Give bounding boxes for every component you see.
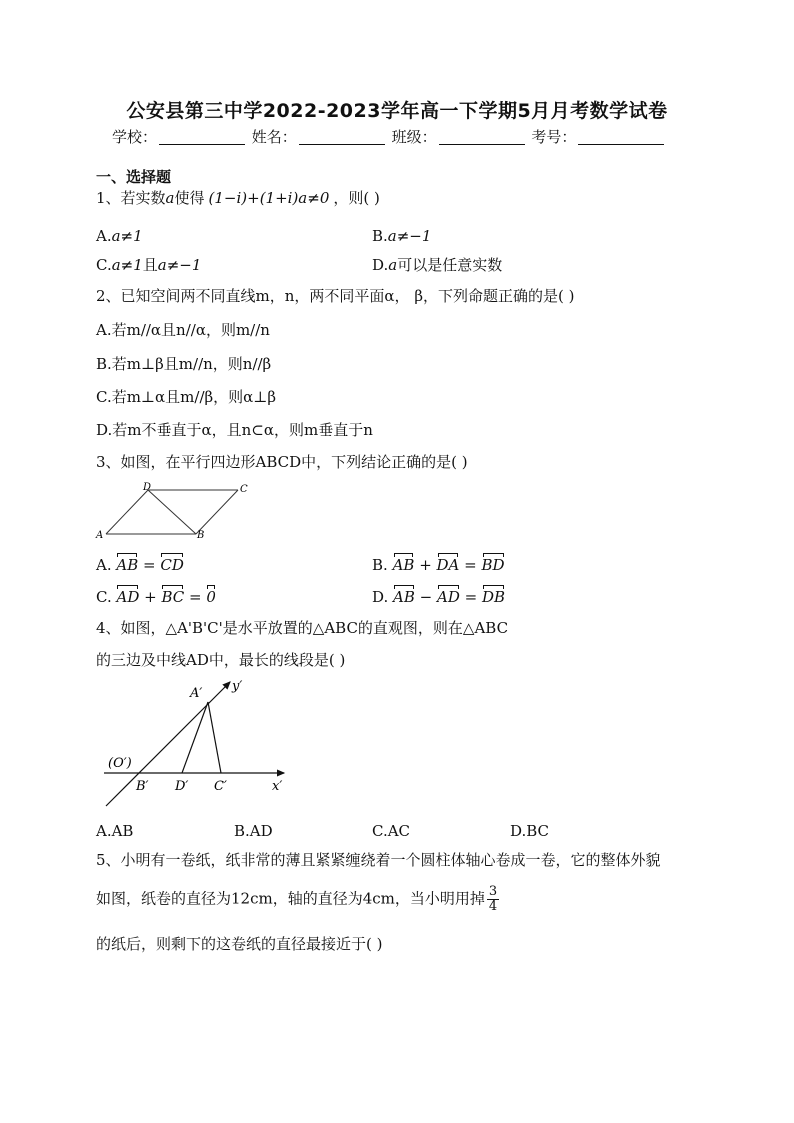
class-label: 班级： — [391, 128, 437, 146]
segment-ac — [208, 702, 221, 773]
origin-label: (O′) — [108, 756, 132, 771]
point-c-label: C′ — [214, 779, 227, 794]
edge-ad — [106, 490, 148, 534]
y-axis-label: y′ — [232, 679, 243, 694]
q3-option-b[interactable]: B. AB + DA = BD — [372, 556, 505, 574]
exam-no-blank[interactable] — [578, 129, 664, 145]
q1-option-a[interactable]: A.a≠1 — [96, 227, 143, 245]
q2-option-a[interactable]: A.若m//α且n//α，则m//n — [96, 321, 270, 339]
vertex-a-label: A — [96, 530, 104, 541]
edge-cb — [196, 490, 238, 534]
parallelogram-figure — [92, 480, 262, 544]
q3-option-a[interactable]: A. AB = CD — [96, 556, 184, 574]
q1-stem: 1、若实数a使得 (1−i)+(1+i)a≠0 ，则( ) — [96, 189, 380, 207]
q1-expression: (1−i)+(1+i)a≠0 — [208, 189, 330, 207]
student-info-line — [112, 126, 666, 147]
fraction-three-quarters: $\frac{3}{4}$ — [488, 884, 498, 914]
oblique-projection-figure — [104, 672, 304, 812]
point-b-label: B′ — [136, 779, 149, 794]
vertex-c-label: C — [240, 484, 248, 495]
vertex-b-label: B — [197, 530, 205, 541]
section-heading: 一、选择题 — [96, 168, 172, 186]
q5-stem-line3: 的纸后，则剩下的这卷纸的直径最接近于( ) — [96, 935, 383, 953]
page-title: 公安县第三中学2022-2023学年高一下学期5月月考数学试卷 — [126, 100, 668, 122]
segment-ad — [182, 702, 208, 773]
q4-option-c[interactable]: C.AC — [372, 822, 411, 840]
point-a-label: A′ — [190, 686, 203, 701]
diagonal-db — [148, 490, 196, 534]
q1-option-d[interactable]: D.a可以是任意实数 — [372, 256, 503, 274]
class-blank[interactable] — [439, 129, 525, 145]
q4-option-b[interactable]: B.AD — [234, 822, 273, 840]
exam-no-label: 考号： — [531, 128, 577, 146]
q3-option-d[interactable]: D. AB − AD = DB — [372, 588, 506, 606]
school-blank[interactable] — [159, 129, 245, 145]
q5-stem-line2: 如图，纸卷的直径为12cm，轴的直径为4cm，当小明用掉 $\frac{3}{4}$ — [96, 884, 498, 914]
q3-option-c[interactable]: C. AD + BC = 0 — [96, 588, 216, 606]
q5-stem-line1: 5、小明有一卷纸，纸非常的薄且紧紧缠绕着一个圆柱体轴心卷成一卷，它的整体外貌 — [96, 851, 661, 869]
q4-option-d[interactable]: D.BC — [510, 822, 550, 840]
y-axis — [106, 682, 230, 806]
q3-stem: 3、如图，在平行四边形ABCD中，下列结论正确的是( ) — [96, 453, 468, 471]
school-label: 学校： — [112, 128, 158, 146]
q4-stem-line2: 的三边及中线AD中，最长的线段是( ) — [96, 651, 346, 669]
vertex-d-label: D — [143, 482, 152, 493]
name-label: 姓名： — [251, 128, 297, 146]
x-axis-label: x′ — [272, 779, 283, 794]
q4-option-a[interactable]: A.AB — [96, 822, 134, 840]
q1-option-c[interactable]: C.a≠1且a≠−1 — [96, 256, 202, 274]
point-d-label: D′ — [175, 779, 189, 794]
name-blank[interactable] — [299, 129, 385, 145]
q1-option-b[interactable]: B.a≠−1 — [372, 227, 432, 245]
q2-option-d[interactable]: D.若m不垂直于α，且n⊂α，则m垂直于n — [96, 421, 373, 439]
q2-option-c[interactable]: C.若m⊥α且m//β，则α⊥β — [96, 388, 277, 406]
q2-option-b[interactable]: B.若m⊥β且m//n，则n//β — [96, 355, 272, 373]
q4-stem-line1: 4、如图，△A'B'C'是水平放置的△ABC的直观图，则在△ABC — [96, 619, 509, 637]
q2-stem: 2、已知空间两不同直线m，n，两不同平面α， β，下列命题正确的是( ) — [96, 287, 575, 305]
